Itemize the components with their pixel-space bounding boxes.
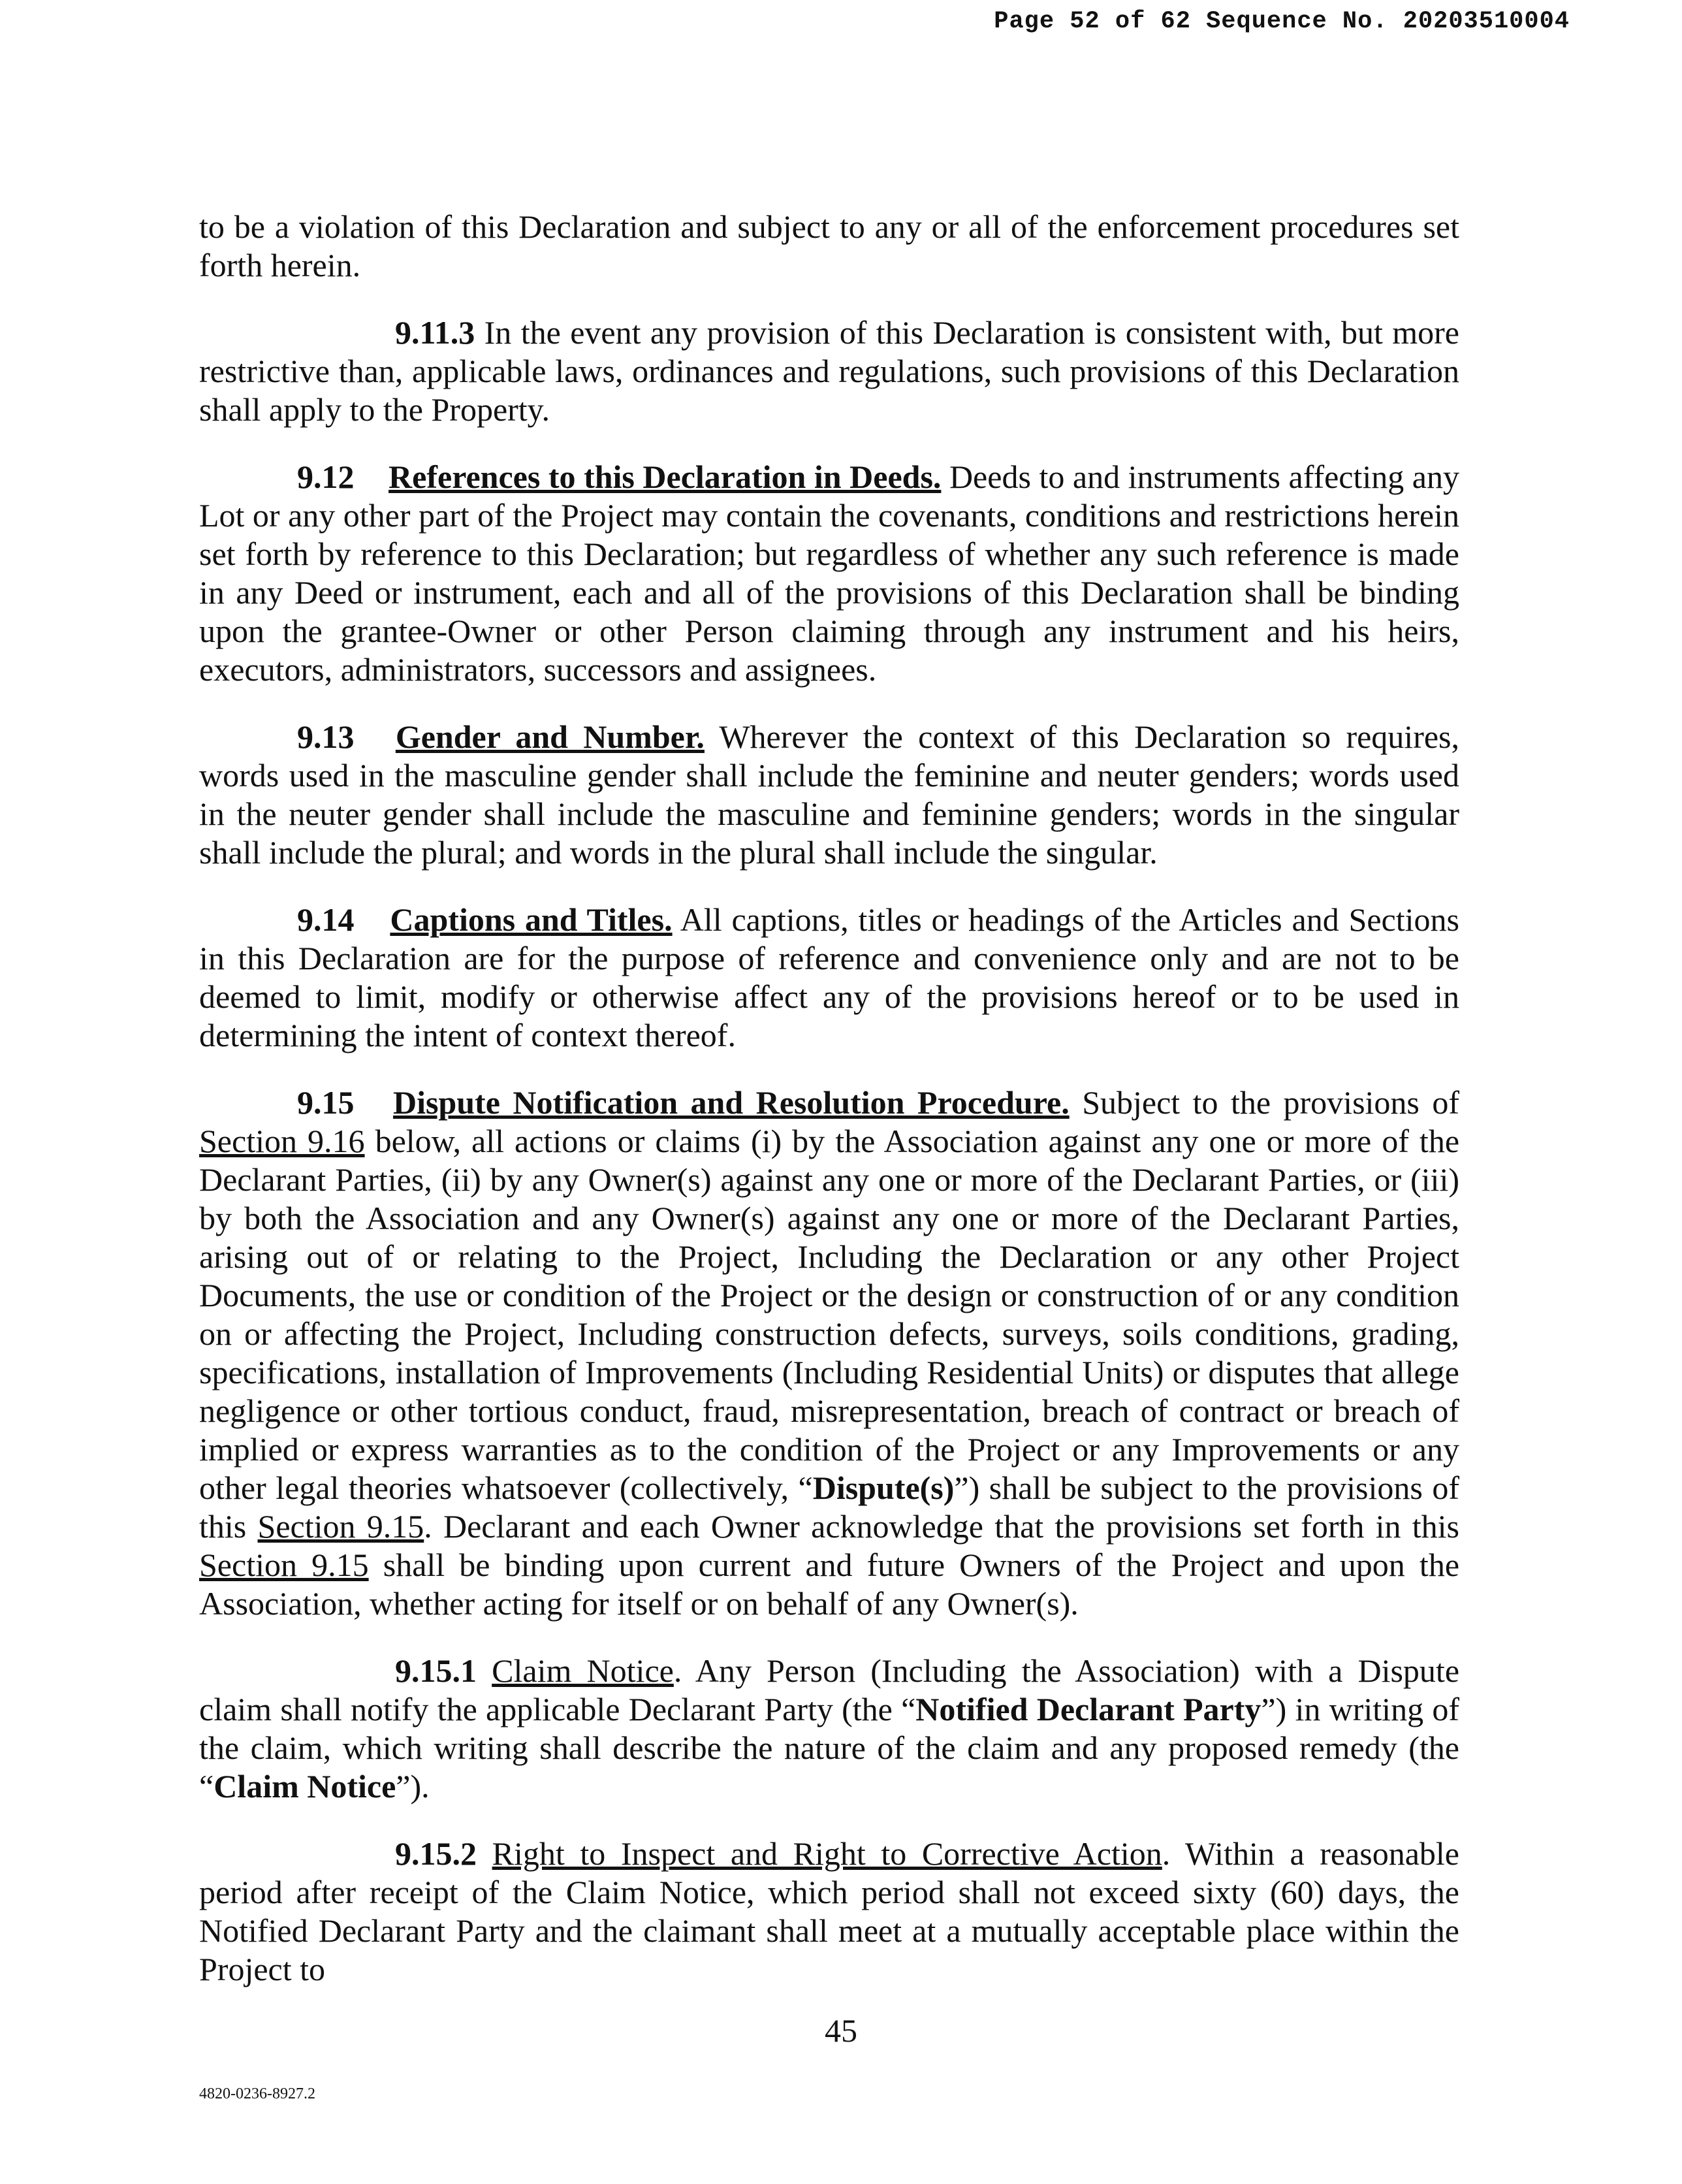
section-9-12 xyxy=(199,458,1459,689)
section-9-15-2 xyxy=(199,1835,1459,1989)
section-reference-link[interactable]: Section 9.15 xyxy=(257,1508,424,1545)
section-9-14 xyxy=(199,901,1459,1055)
section-9-15-1 xyxy=(199,1652,1459,1806)
section-text: In the event any provision of this Declaration is consistent with, but more restrictive than, applicable laws, ordinances and regulations, such provisions of this Declaration shall apply to the Property. xyxy=(199,314,1459,428)
section-text: ”) in writing of the claim, which writing shall describe the nature of the claim and any proposed remedy (the “ xyxy=(199,1691,1459,1805)
section-heading: Claim Notice xyxy=(492,1652,674,1689)
section-reference-link[interactable]: Section 9.16 xyxy=(199,1123,365,1159)
defined-term: Notified Declarant Party xyxy=(915,1691,1262,1727)
section-9-15 xyxy=(199,1084,1459,1623)
section-text: All captions, titles or headings of the Articles and Sections in this Declaration are for the purpose of reference and convenience only and are not to be deemed to limit, modify or otherwise affect any of the provisions hereof or to be used in determining the intent of context thereof. xyxy=(199,901,1459,1053)
page-number: 45 xyxy=(825,2012,857,2049)
section-9-11-3 xyxy=(199,313,1459,429)
section-number: 9.13 xyxy=(297,718,355,755)
section-heading: Captions and Titles. xyxy=(390,901,673,938)
section-text: . Declarant and each Owner acknowledge that the provisions set forth in this xyxy=(424,1508,1460,1545)
section-number: 9.15 xyxy=(297,1084,355,1121)
section-number: 9.15.1 xyxy=(395,1652,477,1689)
section-text: . Within a reasonable period after receipt of the Claim Notice, which period shall not exceed sixty (60) days, the Notified Declarant Party and the claimant shall meet at a mutually acceptable place within the Project to xyxy=(199,1835,1460,1987)
section-text: . Any Person (Including the Association) with a Dispute claim shall notify the applicable Declarant Party (the “ xyxy=(199,1652,1460,1727)
header-stamp: Page 52 of 62 Sequence No. 20203510004 xyxy=(994,8,1570,35)
paragraph-text: to be a violation of this Declaration and subject to any or all of the enforcement procedures set forth herein. xyxy=(199,208,1459,283)
section-text: Wherever the context of this Declaration so requires, words used in the masculine gender shall include the feminine and neuter genders; words used in the neuter gender shall include the masculine and feminine genders; words in the singular shall include the plural; and words in the plural shall include the singular. xyxy=(199,718,1459,871)
section-number: 9.11.3 xyxy=(395,314,475,351)
defined-term: Dispute(s) xyxy=(812,1469,955,1506)
section-text: ”) shall be subject to the provisions of this xyxy=(199,1469,1460,1545)
section-text: Deeds to and instruments affecting any Lot or any other part of the Project may contain the covenants, conditions and restrictions herein set forth by reference to this Declaration; but regardless of whether any such reference is made in any Deed or instrument, each and all of the provisions of this Declaration shall be binding upon the grantee-Owner or other Person claiming through any instrument and his heirs, executors, administrators, successors and assignees. xyxy=(199,458,1459,688)
section-text: below, all actions or claims (i) by the Association against any one or more of the Declarant Parties, (ii) by any Owner(s) against any one or more of the Declarant Parties, or (iii) by both the Association and any Owner(s) against any one or more of the Declarant Parties, arising out of or relating to the Project, Including the Declaration or any other Project Documents, the use or condition of the Project or the design or construction of or any condition on or affecting the Project, Including construction defects, surveys, soils conditions, grading, specifications, installation of Improvements (Including Residential Units) or disputes that allege negligence or other tortious conduct, fraud, misrepresentation, breach of contract or breach of implied or express warranties as to the condition of the Project or any Improvements or any other legal theories whatsoever (collectively, “ xyxy=(199,1123,1460,1506)
section-9-13 xyxy=(199,718,1459,872)
document-body xyxy=(199,208,1459,2017)
defined-term: Claim Notice xyxy=(214,1768,396,1805)
section-text: Subject to the provisions of xyxy=(1082,1084,1460,1121)
paragraph-continuation xyxy=(199,208,1459,285)
section-heading: Gender and Number. xyxy=(395,718,705,755)
section-number: 9.15.2 xyxy=(395,1835,477,1872)
section-heading: References to this Declaration in Deeds. xyxy=(389,458,942,495)
section-heading: Dispute Notification and Resolution Procedure. xyxy=(392,1084,1070,1121)
document-id: 4820-0236-8927.2 xyxy=(199,2085,315,2102)
section-text: ”). xyxy=(396,1768,430,1805)
section-heading: Right to Inspect and Right to Corrective Action xyxy=(492,1835,1162,1872)
section-reference-link[interactable]: Section 9.15 xyxy=(199,1547,369,1583)
section-number: 9.12 xyxy=(297,458,355,495)
section-number: 9.14 xyxy=(297,901,355,938)
section-text: shall be binding upon current and future Owners of the Project and upon the Association, whether acting for itself or on behalf of any Owner(s). xyxy=(199,1547,1460,1622)
